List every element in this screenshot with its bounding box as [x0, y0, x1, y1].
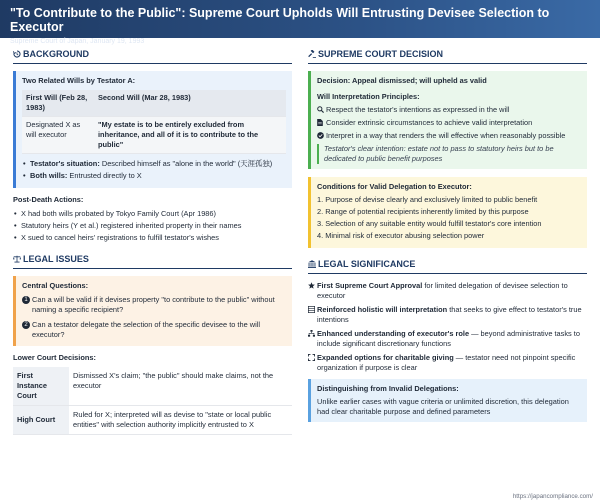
- background-section-title: BACKGROUND: [13, 48, 292, 64]
- significance-item: Reinforced holistic will interpretation that seeks to give effect to testator's true intentions: [308, 305, 587, 325]
- document-icon: [317, 118, 325, 128]
- page-subtitle: Supreme Court of Japan, January 19, 1993: [10, 37, 145, 45]
- content-columns: [0, 38, 600, 435]
- list-item: 4. Minimal risk of executor abusing selection power: [317, 230, 485, 240]
- first-will-content: Designated X as will executor: [22, 117, 94, 154]
- list-item: 3. Selection of any suitable entity would fulfill testator's core intention: [317, 218, 542, 228]
- list-item: • X had both wills probated by Tokyo Family Court (Apr 1986): [13, 209, 292, 219]
- lower-court-table: [13, 367, 292, 435]
- principle-item: Interpret in a way that renders the will effective when reasonably possible: [317, 131, 581, 141]
- layers-icon: [308, 305, 316, 325]
- gavel-icon: [308, 50, 316, 58]
- number-one-icon: 1: [22, 296, 30, 304]
- wills-box-title: Two Related Wills by Testator A:: [22, 76, 136, 86]
- court-name: First Instance Court: [13, 367, 69, 405]
- question-2: 2 Can a testator delegate the selection of the specific devisee to the will executor?: [22, 320, 286, 340]
- search-icon: [317, 105, 325, 115]
- wills-box: [13, 71, 292, 188]
- first-will-header: First Will (Feb 28, 1983): [22, 90, 94, 116]
- question-1: 1 Can a will be valid if it devises property "to contribute to the public" without naming a specific recipient?: [22, 295, 286, 315]
- legal-issues-section-title: LEGAL ISSUES: [13, 253, 292, 269]
- org-chart-icon: [308, 329, 316, 349]
- page-title: "To Contribute to the Public": Supreme Court Upholds Will Entrusting Devisee Selection to Executor: [10, 6, 550, 35]
- landmark-icon: [308, 260, 316, 268]
- court-name: High Court: [13, 405, 69, 434]
- second-will-content: "My estate is to be entirely excluded from inheritance, and all of it is to contribute to the public": [94, 117, 286, 154]
- central-questions-title: Central Questions:: [22, 281, 89, 291]
- check-circle-icon: [317, 131, 325, 141]
- testator-intention-quote: Testator's clear intention: estate not to pass to statutory heirs but to be dedicated to public benefit purposes: [317, 144, 581, 164]
- lower-court-label: Lower Court Decisions:: [13, 353, 96, 363]
- principle-item: Consider extrinsic circumstances to achieve valid interpretation: [317, 118, 581, 128]
- history-icon: [13, 50, 21, 58]
- principle-item: Respect the testator's intentions as expressed in the will: [317, 105, 581, 115]
- distinguishing-title: Distinguishing from Invalid Delegations:: [317, 383, 459, 393]
- list-item: • Both wills: Entrusted directly to X: [22, 171, 286, 181]
- footer-link[interactable]: https://japancompliance.com/: [512, 492, 593, 500]
- table-row: [13, 367, 292, 405]
- left-column: [13, 48, 292, 435]
- central-questions-box: [13, 276, 292, 346]
- expand-icon: [308, 353, 316, 373]
- distinguishing-text: Unlike earlier cases with vague criteria or unlimited discretion, this delegation had clear charitable purpose and defined parameters: [317, 396, 569, 416]
- list-item: • Testator's situation: Described himself as "alone in the world" (天涯孤独): [22, 159, 286, 169]
- decision-box: [308, 71, 587, 169]
- significance-item: First Supreme Court Approval for limited delegation of devisee selection to executor: [308, 281, 587, 301]
- significance-item: Expanded options for charitable giving — testator need not pinpoint specific organization if purpose is clear: [308, 353, 587, 373]
- scales-icon: [13, 255, 21, 263]
- distinguishing-box: [308, 379, 587, 422]
- list-item: • X sued to cancel heirs' registrations to fulfill testator's wishes: [13, 233, 292, 243]
- significance-section-title: LEGAL SIGNIFICANCE: [308, 258, 587, 274]
- significance-item: Enhanced understanding of executor's role — beyond administrative tasks to include significant discretionary functions: [308, 329, 587, 349]
- table-row: [13, 405, 292, 434]
- list-item: • Statutory heirs (Y et al.) registered inherited property in their names: [13, 221, 292, 231]
- court-ruling: Ruled for X; interpreted will as devise to "state or local public entities" with selection authority implicitly entrusted to X: [69, 405, 292, 434]
- decision-section-title: SUPREME COURT DECISION: [308, 48, 587, 64]
- wills-table: [22, 90, 286, 154]
- page-header: [0, 0, 600, 45]
- principles-label: Will Interpretation Principles:: [317, 92, 420, 102]
- testator-facts: [22, 159, 286, 181]
- star-icon: [308, 281, 316, 301]
- court-ruling: Dismissed X's claim; "the public" should make claims, not the executor: [69, 367, 292, 405]
- decision-summary: Decision: Appeal dismissed; will upheld as valid: [317, 76, 487, 86]
- list-item: 2. Range of potential recipients inherently limited by this purpose: [317, 207, 529, 216]
- right-column: [308, 48, 587, 435]
- conditions-list: [317, 195, 581, 241]
- second-will-header: Second Will (Mar 28, 1983): [94, 90, 286, 116]
- list-item: 1. Purpose of devise clearly and exclusively limited to public benefit: [317, 195, 538, 205]
- post-death-label: Post-Death Actions:: [13, 195, 84, 205]
- conditions-box: [308, 177, 587, 248]
- conditions-title: Conditions for Valid Delegation to Executor:: [317, 182, 472, 192]
- number-two-icon: 2: [22, 321, 30, 329]
- post-death-list: [13, 209, 292, 243]
